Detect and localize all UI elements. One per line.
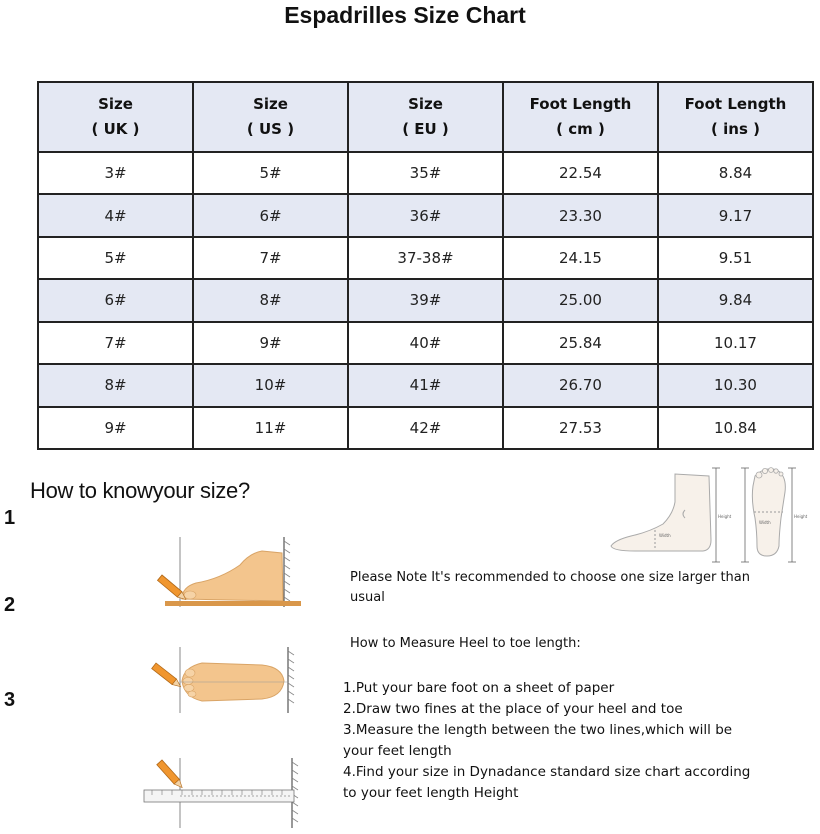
cell-cm: 22.54 [503, 152, 658, 194]
step2-foot-illustration [150, 645, 300, 715]
cell-cm: 25.84 [503, 322, 658, 364]
cell-eu: 41# [348, 364, 503, 406]
side-foot-outline [611, 474, 711, 551]
measure-heading: How to Measure Heel to toe length: [350, 636, 581, 651]
step1-foot-illustration [150, 535, 300, 615]
bottom-foot-outline [752, 469, 785, 556]
paper-strip [165, 601, 301, 606]
step-number-2: 2 [4, 594, 16, 616]
cell-us: 5# [193, 152, 348, 194]
cell-us: 10# [193, 364, 348, 406]
table-row [38, 237, 813, 279]
cell-cm: 23.30 [503, 194, 658, 236]
measure-instructions [343, 678, 813, 804]
cell-us: 9# [193, 322, 348, 364]
page-title: Espadrilles Size Chart [284, 2, 526, 28]
cell-eu: 35# [348, 152, 503, 194]
cell-uk: 5# [38, 237, 193, 279]
cell-ins: 9.17 [658, 194, 813, 236]
cell-uk: 9# [38, 407, 193, 449]
cell-uk: 4# [38, 194, 193, 236]
ruler [144, 790, 294, 802]
pencil-icon [157, 760, 185, 790]
table-row [38, 152, 813, 194]
foot-dimensions-diagram [605, 462, 820, 566]
size-chart-table [37, 81, 814, 450]
foot-shape [182, 551, 283, 601]
table-row [38, 322, 813, 364]
cell-eu: 39# [348, 279, 503, 321]
cell-eu: 42# [348, 407, 503, 449]
header-size-uk: Size ( UK ) [38, 82, 193, 152]
table-row [38, 407, 813, 449]
header-size-eu: Size ( EU ) [348, 82, 503, 152]
height-label-side: Height [718, 514, 732, 519]
step-number-1: 1 [4, 507, 16, 529]
step3-ruler-illustration [140, 752, 305, 832]
cell-ins: 10.84 [658, 407, 813, 449]
cell-eu: 40# [348, 322, 503, 364]
cell-ins: 8.84 [658, 152, 813, 194]
table-row [38, 279, 813, 321]
step-number-3: 3 [4, 689, 16, 711]
width-label-side: Width [659, 533, 671, 538]
cell-ins: 9.51 [658, 237, 813, 279]
instruction-line: your feet length [343, 743, 452, 759]
pencil-icon [158, 575, 189, 602]
height-label-bottom: Height [794, 514, 808, 519]
cell-cm: 26.70 [503, 364, 658, 406]
pencil-icon [152, 663, 183, 689]
cell-cm: 25.00 [503, 279, 658, 321]
cell-cm: 24.15 [503, 237, 658, 279]
cell-ins: 10.17 [658, 322, 813, 364]
table-row [38, 194, 813, 236]
instruction-line: to your feet length Height [343, 785, 519, 801]
size-note: Please Note It's recommended to choose one size larger than usual [350, 570, 750, 605]
instruction-line: 2.Draw two fines at the place of your heel and toe [343, 701, 683, 717]
header-foot-length-cm: Foot Length ( cm ) [503, 82, 658, 152]
cell-eu: 37-38# [348, 237, 503, 279]
cell-uk: 8# [38, 364, 193, 406]
header-foot-length-ins: Foot Length ( ins ) [658, 82, 813, 152]
instruction-line: 1.Put your bare foot on a sheet of paper [343, 680, 615, 696]
cell-us: 11# [193, 407, 348, 449]
cell-us: 8# [193, 279, 348, 321]
instruction-line: 4.Find your size in Dynadance standard size chart according [343, 764, 751, 780]
cell-cm: 27.53 [503, 407, 658, 449]
instruction-line: 3.Measure the length between the two lines,which will be [343, 722, 733, 738]
cell-ins: 10.30 [658, 364, 813, 406]
how-to-know-size-heading: How to knowyour size? [30, 478, 250, 503]
cell-us: 7# [193, 237, 348, 279]
cell-eu: 36# [348, 194, 503, 236]
cell-ins: 9.84 [658, 279, 813, 321]
cell-us: 6# [193, 194, 348, 236]
table-header-row [38, 82, 813, 152]
cell-uk: 6# [38, 279, 193, 321]
width-label-bottom: Width [759, 520, 771, 525]
cell-uk: 7# [38, 322, 193, 364]
cell-uk: 3# [38, 152, 193, 194]
table-row [38, 364, 813, 406]
header-size-us: Size ( US ) [193, 82, 348, 152]
